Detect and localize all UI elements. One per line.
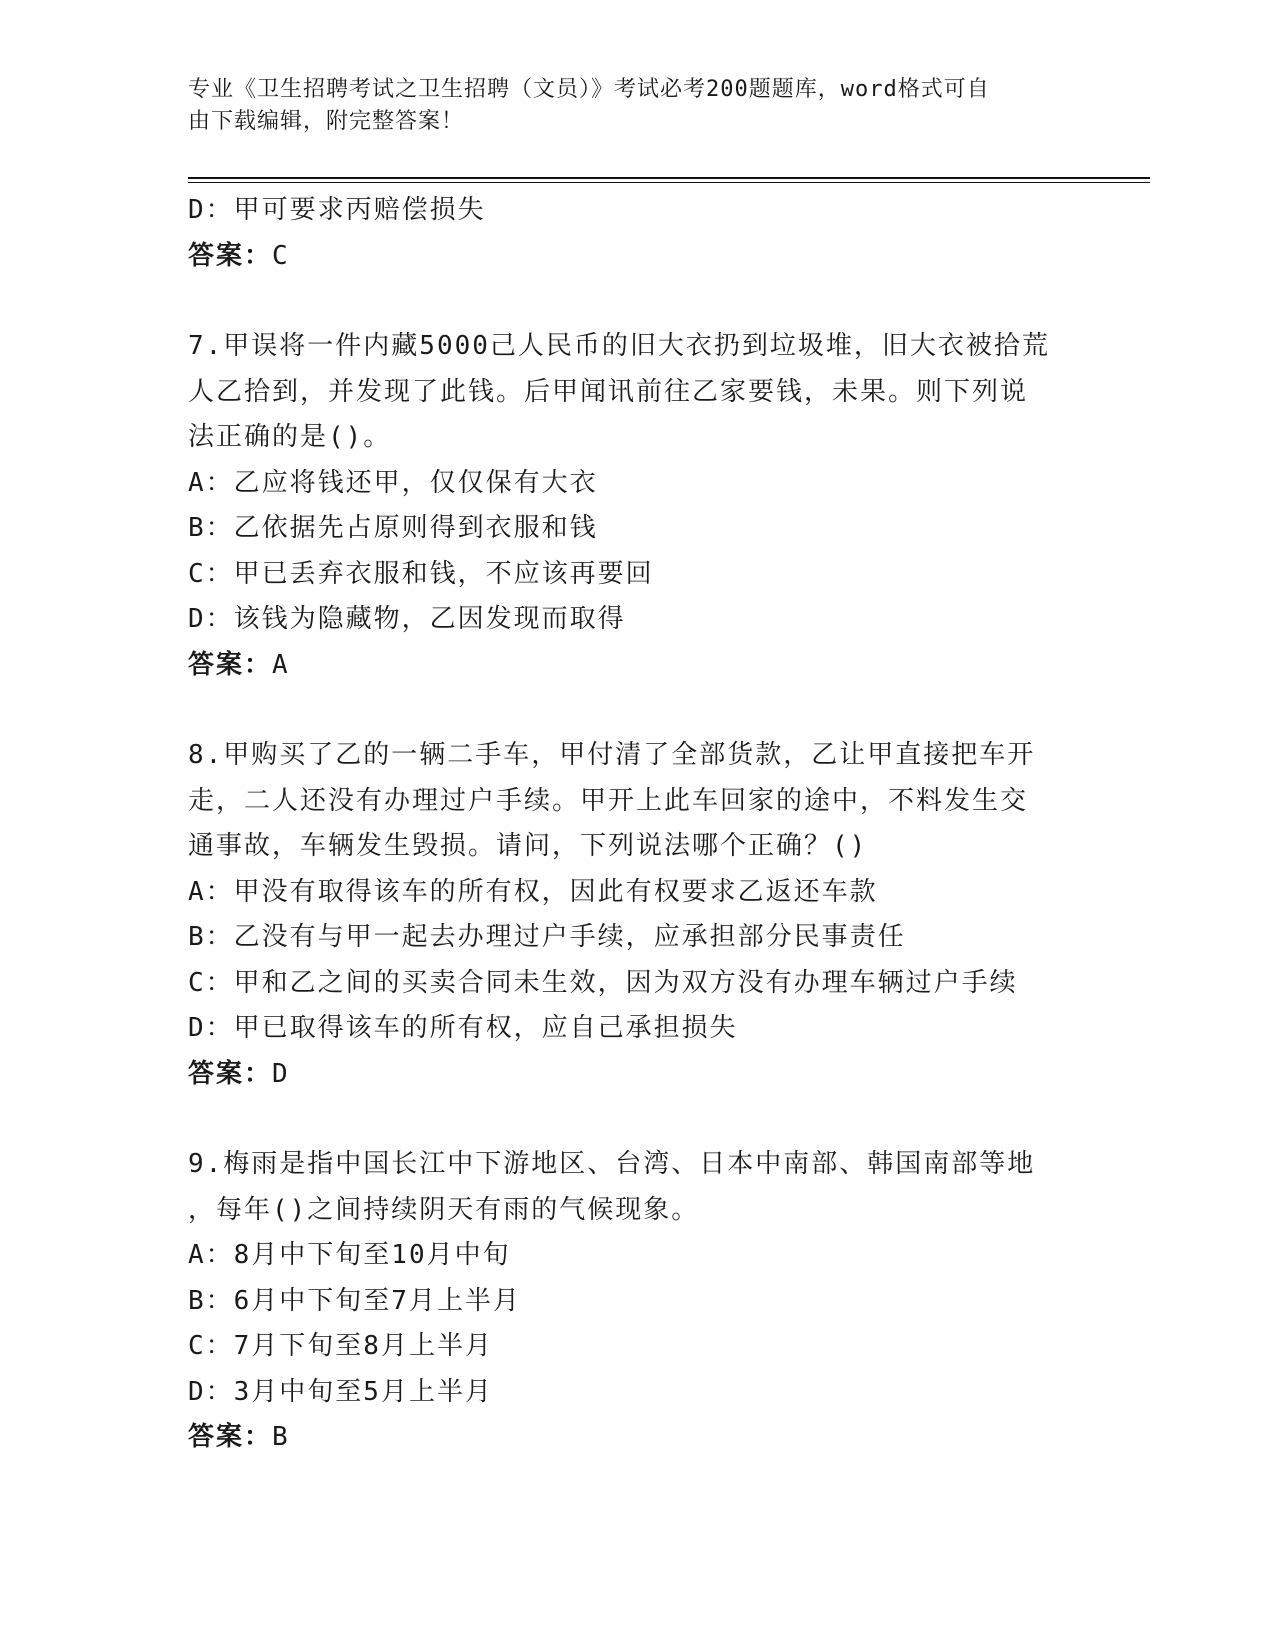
q9-stem-line-1: 9.梅雨是指中国长江中下游地区、台湾、日本中南部、韩国南部等地 — [188, 1149, 1036, 1179]
q9-answer-value: B — [272, 1422, 290, 1452]
q6-answer-label: 答案： — [188, 240, 273, 271]
q8-stem-line-2: 走，二人还没有办理过户手续。甲开上此车回家的途中，不料发生交 — [188, 785, 1029, 816]
q7-answer-label: 答案： — [188, 649, 273, 680]
q7-option-b: B：乙依据先占原则得到衣服和钱 — [188, 513, 598, 543]
question-8 — [188, 733, 1088, 1097]
q8-answer-label: 答案： — [188, 1058, 273, 1089]
q7-option-c: C：甲已丢弃衣服和钱，不应该再要回 — [188, 558, 654, 589]
question-6-tail — [188, 188, 1088, 279]
q9-stem-line-2: ，每年()之间持续阴天有雨的气候现象。 — [188, 1194, 700, 1225]
header-divider-thick — [188, 177, 1150, 179]
q7-option-a: A：乙应将钱还甲，仅仅保有大衣 — [188, 467, 598, 498]
header-line-2: 由下载编辑，附完整答案！ — [188, 109, 465, 134]
q7-option-d: D：该钱为隐藏物，乙因发现而取得 — [188, 604, 626, 634]
q8-option-a: A：甲没有取得该车的所有权，因此有权要求乙返还车款 — [188, 876, 878, 907]
q6-answer — [188, 234, 1088, 280]
document-header — [188, 74, 1068, 138]
q8-answer — [188, 1052, 1088, 1098]
q8-stem-line-1: 8.甲购买了乙的一辆二手车，甲付清了全部货款，乙让甲直接把车开 — [188, 740, 1036, 770]
header-divider-thin — [188, 182, 1150, 183]
spacer — [188, 1097, 1088, 1142]
q6-option-d: D：甲可要求丙赔偿损失 — [188, 195, 486, 225]
q7-stem-line-1: 7.甲误将一件内藏5000己人民币的旧大衣扔到垃圾堆，旧大衣被拾荒 — [188, 331, 1050, 361]
q9-option-a: A：8月中下旬至10月中旬 — [188, 1240, 511, 1270]
question-7 — [188, 324, 1088, 688]
spacer — [188, 279, 1088, 324]
q8-option-b: B：乙没有与甲一起去办理过户手续，应承担部分民事责任 — [188, 922, 906, 952]
q7-answer — [188, 643, 1088, 689]
q8-answer-value: D — [272, 1058, 290, 1089]
q9-answer-label: 答案： — [188, 1422, 273, 1452]
q9-option-b: B：6月中下旬至7月上半月 — [188, 1285, 521, 1316]
question-content — [188, 188, 1088, 1461]
q9-answer — [188, 1415, 1088, 1461]
q7-stem-line-3: 法正确的是()。 — [188, 422, 392, 452]
q8-option-c: C：甲和乙之间的买卖合同未生效，因为双方没有办理车辆过户手续 — [188, 967, 1018, 998]
q7-answer-value: A — [272, 649, 290, 680]
question-9 — [188, 1142, 1088, 1461]
q8-stem-line-3: 通事故，车辆发生毁损。请问，下列说法哪个正确？() — [188, 831, 868, 861]
q9-option-c: C：7月下旬至8月上半月 — [188, 1331, 493, 1361]
q7-stem-line-2: 人乙拾到，并发现了此钱。后甲闻讯前往乙家要钱，未果。则下列说 — [188, 376, 1029, 407]
header-line-1: 专业《卫生招聘考试之卫生招聘（文员）》考试必考200题题库，word格式可自 — [188, 77, 990, 102]
q6-answer-value: C — [272, 240, 290, 271]
spacer — [188, 688, 1088, 733]
q9-option-d: D：3月中旬至5月上半月 — [188, 1376, 493, 1407]
q8-option-d: D：甲已取得该车的所有权，应自己承担损失 — [188, 1013, 738, 1043]
